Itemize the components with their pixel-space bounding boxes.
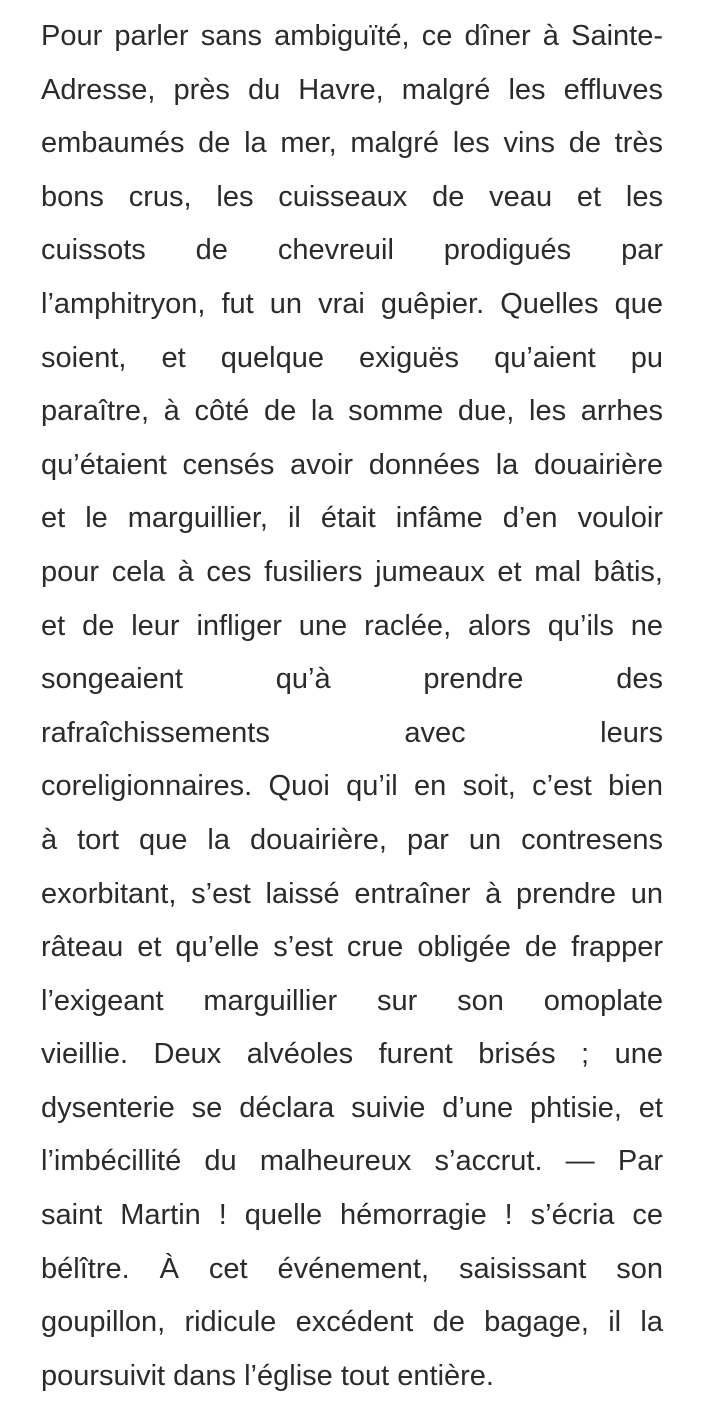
text-line-20: vieillie. Deux alvéoles furent brisés ; une (41, 1038, 663, 1071)
text-line-24: bélître. À cet événement, saisissant son (41, 1252, 663, 1285)
text-line-5: cuissots de chevreuil prodigués par (41, 234, 663, 267)
text-line-17: exorbitant, s’est laissé entraîner à prendre un (41, 877, 663, 910)
text-line-6: l’amphitryon, fut un vrai guêpier. Quelles que (41, 287, 663, 320)
text-line-14: rafraîchissements avec leurs (41, 716, 663, 749)
text-line-2: Adresse, près du Havre, malgré les effluves (41, 73, 663, 106)
text-line-1: Pour parler sans ambiguïté, ce dîner à Sainte- (41, 20, 663, 52)
text-line-7: soient, et quelque exiguës qu’aient pu (41, 341, 663, 374)
text-line-13: songeaient qu’à prendre des (41, 663, 663, 696)
text-line-26: poursuivit dans l’église tout entière. (41, 1359, 494, 1392)
text-line-8: paraître, à côté de la somme due, les arrhes (41, 395, 663, 428)
text-line-4: bons crus, les cuisseaux de veau et les (41, 180, 663, 213)
dictation-paragraph (41, 10, 663, 1403)
text-line-18: râteau et qu’elle s’est crue obligée de frapper (41, 931, 663, 964)
text-line-12: et de leur infliger une raclée, alors qu’ils ne (41, 609, 663, 642)
text-line-23: saint Martin ! quelle hémorragie ! s’écria ce (41, 1199, 663, 1232)
text-line-15: coreligionnaires. Quoi qu’il en soit, c’est bien (41, 770, 663, 803)
text-line-16: à tort que la douairière, par un contresens (41, 823, 663, 856)
text-line-21: dysenterie se déclara suivie d’une phtisie, et (41, 1091, 663, 1124)
text-line-22: l’imbécillité du malheureux s’accrut. — Par (41, 1145, 663, 1178)
text-line-3: embaumés de la mer, malgré les vins de très (41, 127, 663, 160)
text-line-10: et le marguillier, il était infâme d’en vouloir (41, 502, 663, 535)
text-line-19: l’exigeant marguillier sur son omoplate (41, 984, 663, 1017)
text-line-9: qu’étaient censés avoir données la douairière (41, 448, 663, 481)
text-line-11: pour cela à ces fusiliers jumeaux et mal bâtis, (41, 555, 663, 588)
text-line-25: goupillon, ridicule excédent de bagage, il la (41, 1306, 663, 1339)
